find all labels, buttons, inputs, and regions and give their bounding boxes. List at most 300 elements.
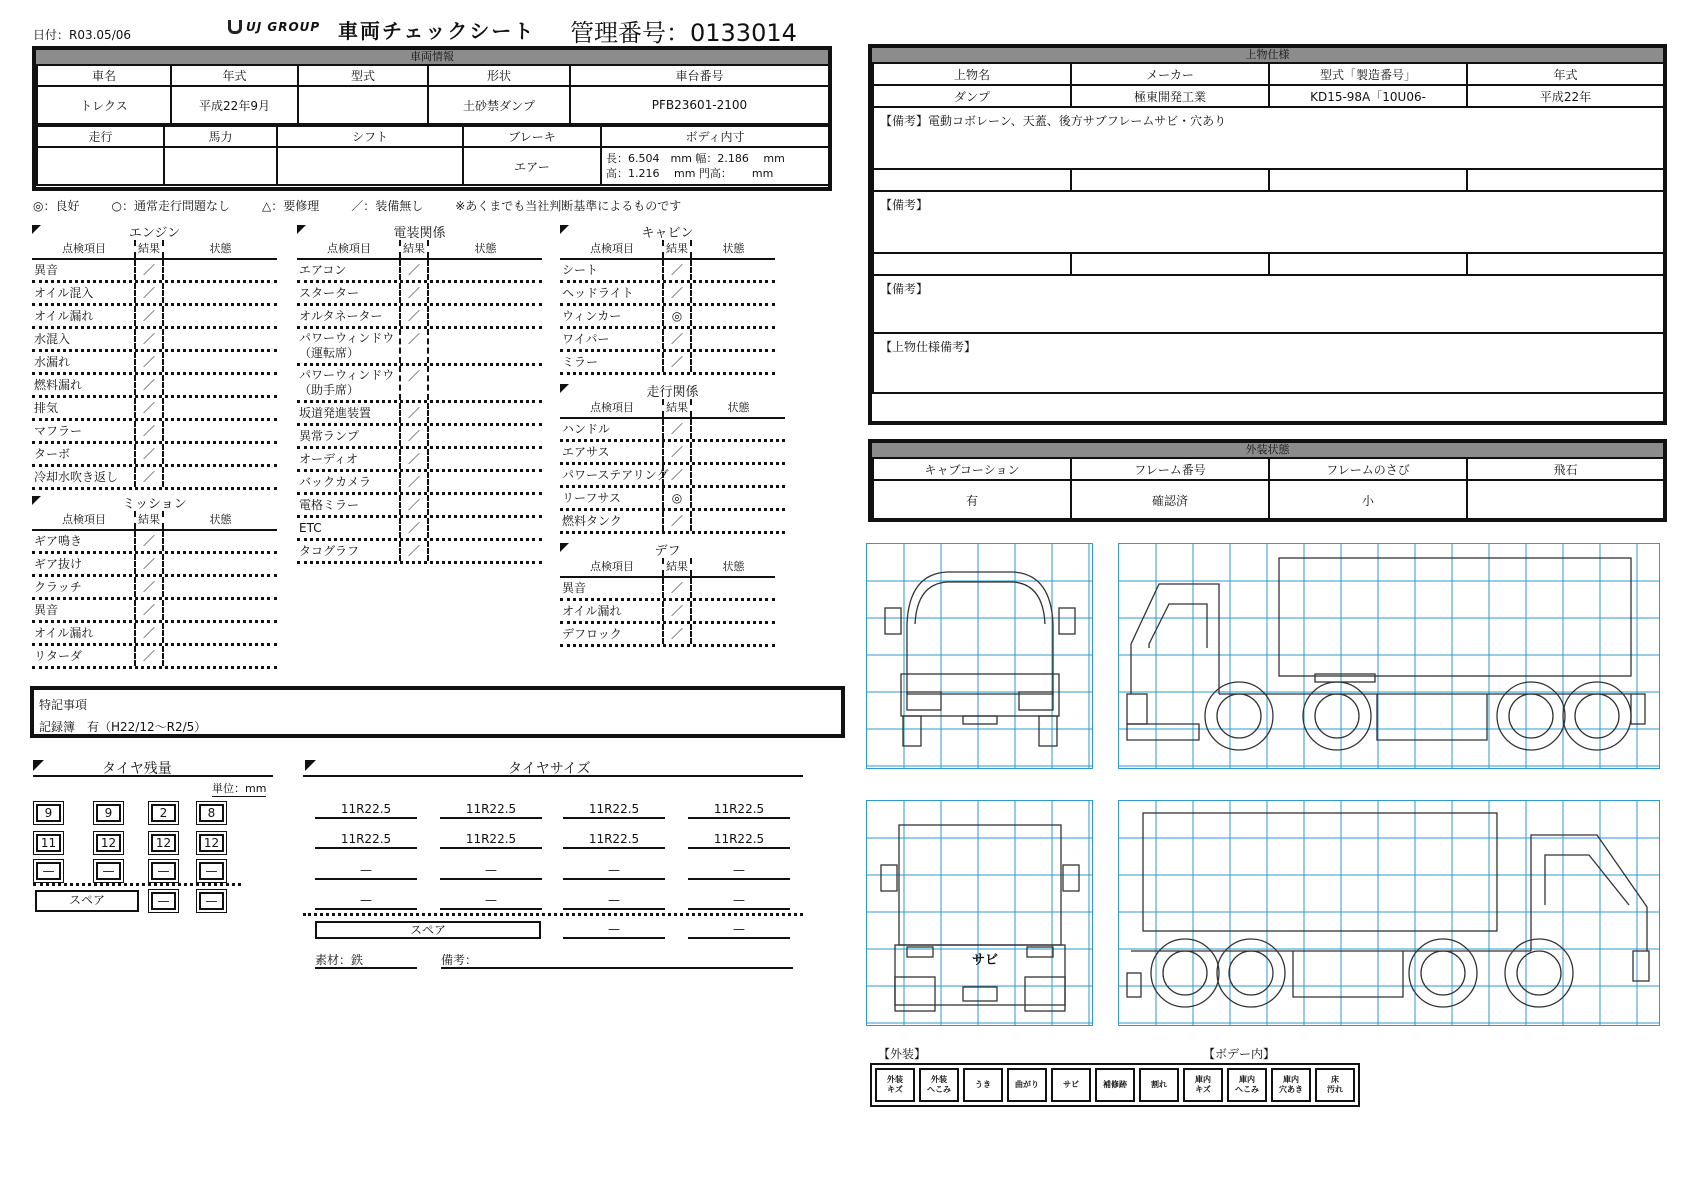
vh-shape-value: 土砂禁ダンプ xyxy=(428,86,570,124)
ext-frame-no-value: 確認済 xyxy=(1071,480,1269,521)
inspection-result: ／ xyxy=(134,421,162,441)
inspection-state xyxy=(162,600,277,620)
vh-shape-header: 形状 xyxy=(428,65,570,86)
inspection-result: ／ xyxy=(399,366,427,400)
damage-type-key: 庫内 キズ xyxy=(1183,1068,1223,1102)
spec-empty-cell xyxy=(1071,253,1269,275)
inspection-row xyxy=(32,600,277,623)
inspection-result: ／ xyxy=(399,495,427,515)
spec-model-value: KD15-98A「10U06- xyxy=(1269,85,1467,107)
damage-type-key: 割れ xyxy=(1139,1068,1179,1102)
damage-type-key: 外装 へこみ xyxy=(919,1068,959,1102)
inspection-item: 水漏れ xyxy=(34,355,71,369)
spec-maker-value: 極東開発工業 xyxy=(1071,85,1269,107)
inspection-item: 電格ミラー xyxy=(299,498,360,512)
inspection-row xyxy=(560,352,775,375)
vh-brake-value: エアー xyxy=(463,147,601,185)
tire-size-value: 11R22.5 xyxy=(440,831,542,849)
tire-size-rule xyxy=(303,775,803,777)
inspection-result: ／ xyxy=(662,352,690,372)
inspection-result: ／ xyxy=(399,403,427,423)
mission-title: ミッション xyxy=(122,497,187,512)
inspection-row xyxy=(297,541,542,564)
inspection-state xyxy=(162,260,277,280)
inspection-row xyxy=(560,624,775,647)
inspection-result: ◎ xyxy=(662,306,690,326)
inspection-row xyxy=(32,283,277,306)
inspection-state xyxy=(162,375,277,395)
tire-remaining-value: 9 xyxy=(36,804,61,822)
rear-view-diagram xyxy=(866,800,1093,1026)
inspection-item: シート xyxy=(562,263,599,277)
result-header: 結果 xyxy=(662,240,690,258)
inspection-state xyxy=(427,518,542,538)
inspection-row xyxy=(32,531,277,554)
inspection-state xyxy=(690,601,775,621)
inspection-state xyxy=(162,329,277,349)
tire-size-title: タイヤサイズ xyxy=(508,761,591,777)
inspection-result: ／ xyxy=(399,541,427,561)
tire-size-value: — xyxy=(563,862,665,880)
inspection-result: ／ xyxy=(662,329,690,349)
spec-empty-cell xyxy=(1269,169,1467,191)
inspection-state xyxy=(690,329,775,349)
inspection-row xyxy=(32,554,277,577)
inspection-item: ワイパー xyxy=(562,332,610,346)
inspection-item: バックカメラ xyxy=(299,475,372,489)
inspection-result: ／ xyxy=(662,511,690,531)
body-spec-panel xyxy=(868,44,1667,425)
inspection-item: エアコン xyxy=(299,263,347,277)
inspection-result: ／ xyxy=(399,426,427,446)
tire-size-value: — xyxy=(440,862,542,880)
vh-name-header: 車名 xyxy=(37,65,171,86)
legend-repair: △：要修理 xyxy=(261,199,320,213)
state-header: 状態 xyxy=(690,240,775,258)
inspection-item: オイル漏れ xyxy=(34,309,94,323)
inspection-state xyxy=(427,403,542,423)
inspection-result: ／ xyxy=(134,283,162,303)
inspection-state xyxy=(427,495,542,515)
inspection-result: ／ xyxy=(134,306,162,326)
inspection-row xyxy=(32,577,277,600)
driving-title-row xyxy=(560,381,785,399)
tire-unit-label: 単位：mm xyxy=(212,782,267,795)
inspection-row xyxy=(32,646,277,669)
tire-size-value: 11R22.5 xyxy=(688,831,790,849)
inspection-result: ／ xyxy=(662,465,690,485)
tire-remarks: 備考： xyxy=(441,951,793,969)
front-view-svg xyxy=(867,544,1092,768)
inspection-item: 冷却水吹き返し xyxy=(34,470,119,484)
inspection-row xyxy=(32,352,277,375)
inspection-row xyxy=(297,403,542,426)
item-header: 点検項目 xyxy=(62,513,106,526)
inspection-state xyxy=(162,577,277,597)
state-header: 状態 xyxy=(162,511,277,529)
inspection-item: 排気 xyxy=(34,401,59,415)
inspection-item: 異音 xyxy=(34,263,59,277)
spare-tire-size: スペア xyxy=(315,921,541,939)
inspection-row xyxy=(560,419,785,442)
vh-mileage-header: 走行 xyxy=(37,126,164,147)
inspection-row xyxy=(560,260,775,283)
mission-title-row xyxy=(32,493,277,511)
inspection-item: オルタネーター xyxy=(299,309,383,323)
tire-size-value: — xyxy=(440,892,542,910)
inspection-result: ／ xyxy=(134,531,162,551)
inspection-item: 燃料タンク xyxy=(562,514,622,528)
inspection-item: パワーウィンドウ（助手席） xyxy=(299,368,395,397)
inspection-row xyxy=(32,623,277,646)
inspection-result: ／ xyxy=(662,601,690,621)
inspection-item: タコグラフ xyxy=(299,544,360,558)
ext-frame-rust-value: 小 xyxy=(1269,480,1467,521)
inspection-item: オイル漏れ xyxy=(34,626,94,640)
tire-size-value: 11R22.5 xyxy=(315,831,417,849)
inspection-row xyxy=(32,467,277,490)
exterior-state-table xyxy=(872,457,1665,522)
inspection-row xyxy=(32,329,277,352)
vh-brake-header: ブレーキ xyxy=(463,126,601,147)
inspection-row xyxy=(560,578,775,601)
inspection-item: リーフサス xyxy=(562,491,621,505)
spec-empty-cell xyxy=(1071,169,1269,191)
tire-size-marker-icon xyxy=(305,760,316,771)
tire-remaining-value: 12 xyxy=(151,834,176,852)
left-side-view-diagram xyxy=(1118,543,1660,769)
ext-stone-header: 飛石 xyxy=(1467,458,1664,480)
inspection-state xyxy=(690,465,785,485)
inspection-state xyxy=(690,511,785,531)
inspection-result: ／ xyxy=(134,352,162,372)
inspection-row xyxy=(32,398,277,421)
vehicle-info-title: 車両情報 xyxy=(36,50,828,64)
inspection-state xyxy=(690,624,775,644)
state-header: 状態 xyxy=(162,240,277,258)
company-logo xyxy=(228,20,320,34)
driving-header-row xyxy=(560,399,785,419)
spec-remark-2: 【備考】 xyxy=(873,191,1664,253)
inspection-row xyxy=(560,283,775,306)
state-header: 状態 xyxy=(427,240,542,258)
ext-caution-header: キャブコーション xyxy=(873,458,1071,480)
cabin-title: キャビン xyxy=(641,226,694,241)
inspection-state xyxy=(162,306,277,326)
damage-type-key: サビ xyxy=(1051,1068,1091,1102)
inspection-item: ウィンカー xyxy=(562,309,622,323)
inspection-state xyxy=(427,426,542,446)
electric-title-row xyxy=(297,222,542,240)
state-header: 状態 xyxy=(690,399,785,417)
inspection-row xyxy=(560,306,775,329)
tire-remaining-value: — xyxy=(96,862,121,880)
state-header: 状態 xyxy=(690,558,775,576)
tire-remaining-value: 11 xyxy=(36,834,61,852)
tire-size-value: 11R22.5 xyxy=(440,801,542,819)
legend-disclaimer: ※あくまでも当社判断基準によるものです xyxy=(455,199,682,213)
inspection-row xyxy=(560,511,785,534)
vh-body-dim-value xyxy=(601,147,829,185)
inspection-result: ／ xyxy=(134,646,162,666)
body-dim-line1: 長：6.504 mm 幅：2.186 mm xyxy=(606,152,785,165)
tire-remaining-marker-icon xyxy=(33,760,44,771)
rating-legend xyxy=(33,197,713,214)
tire-remaining-value: 8 xyxy=(199,804,224,822)
spec-remark-1: 【備考】電動コボレーン、天蓋、後方サブフレームサビ・穴あり xyxy=(873,107,1664,169)
inspection-item: ギア抜け xyxy=(34,557,83,571)
damage-type-key: 床 汚れ xyxy=(1315,1068,1355,1102)
inspection-row xyxy=(297,329,542,366)
inspection-result: ／ xyxy=(399,283,427,303)
inspection-row xyxy=(32,444,277,467)
vehicle-info-table xyxy=(36,64,830,125)
inspection-item: 水混入 xyxy=(34,332,71,346)
inspection-result: ／ xyxy=(134,600,162,620)
inspection-state xyxy=(162,554,277,574)
item-header: 点検項目 xyxy=(590,560,634,573)
tire-remaining-title: タイヤ残量 xyxy=(102,761,172,777)
result-header: 結果 xyxy=(134,240,162,258)
date-label: 日付：R03.05/06 xyxy=(33,28,132,42)
inspection-item: 燃料漏れ xyxy=(34,378,83,392)
inspection-item: リターダ xyxy=(34,649,83,663)
tire-remaining-rule xyxy=(33,775,273,777)
body-dim-line2: 高：1.216 mm 門高： mm xyxy=(606,167,774,180)
spec-empty-cell xyxy=(1467,253,1664,275)
inspection-state xyxy=(162,421,277,441)
spec-year-header: 年式 xyxy=(1467,63,1664,85)
spec-empty-cell xyxy=(1467,169,1664,191)
inspection-result: ／ xyxy=(662,578,690,598)
inspection-result: ／ xyxy=(134,329,162,349)
inspection-item: ギア鳴き xyxy=(34,534,83,548)
spare-remaining-value: — xyxy=(199,892,224,910)
inspection-item: ミラー xyxy=(562,355,599,369)
inspection-result: ／ xyxy=(662,442,690,462)
cabin-title-row xyxy=(560,222,775,240)
inspection-state xyxy=(162,283,277,303)
result-header: 結果 xyxy=(399,240,427,258)
vh-year-value: 平成22年9月 xyxy=(171,86,298,124)
inspection-item: ターボ xyxy=(34,447,71,461)
inspection-item: エアサス xyxy=(562,445,610,459)
vh-mileage-value xyxy=(37,147,164,185)
inspection-state xyxy=(690,352,775,372)
tire-remaining-value: — xyxy=(36,862,61,880)
tire-remaining-value: 12 xyxy=(96,834,121,852)
special-notes-line: 記録簿 有（H22/12～R2/5） xyxy=(39,720,207,734)
inspection-item: スターター xyxy=(299,286,360,300)
inspection-row xyxy=(560,329,775,352)
inspection-state xyxy=(427,449,542,469)
body-spec-title: 上物仕様 xyxy=(872,48,1663,62)
inspection-state xyxy=(427,366,542,400)
inspection-item: オーディオ xyxy=(299,452,359,466)
inspection-result: ／ xyxy=(662,624,690,644)
tire-remaining-value: 9 xyxy=(96,804,121,822)
inspection-row xyxy=(297,426,542,449)
inspection-result: ／ xyxy=(134,260,162,280)
damage-type-key: 補修跡 xyxy=(1095,1068,1135,1102)
engine-title-row xyxy=(32,222,277,240)
cabin-section xyxy=(560,222,775,375)
left-side-view-svg xyxy=(1119,544,1659,768)
inspection-state xyxy=(427,541,542,561)
legend-ok: ○：通常走行問題なし xyxy=(111,199,230,213)
exterior-state-panel xyxy=(868,439,1667,522)
inspection-result: ／ xyxy=(134,577,162,597)
diff-header-row xyxy=(560,558,775,578)
rust-mark: サビ xyxy=(971,953,999,968)
vh-hp-header: 馬力 xyxy=(164,126,277,147)
right-side-view-diagram xyxy=(1118,800,1660,1026)
electric-header-row xyxy=(297,240,542,260)
tire-remaining-value: — xyxy=(199,862,224,880)
right-side-view-svg xyxy=(1119,801,1659,1025)
spec-empty-cell xyxy=(873,253,1071,275)
tire-size-value: — xyxy=(688,862,790,880)
inspection-result: ／ xyxy=(134,375,162,395)
inspection-row xyxy=(297,366,542,403)
damage-exterior-label: 【外装】 xyxy=(878,1047,927,1061)
ext-frame-rust-header: フレームのさび xyxy=(1269,458,1467,480)
inspection-result: ／ xyxy=(662,260,690,280)
vh-model-header: 型式 xyxy=(298,65,428,86)
tire-remaining-value: — xyxy=(151,862,176,880)
tire-size-value: — xyxy=(563,892,665,910)
tire-remaining-divider xyxy=(33,883,241,886)
inspection-row xyxy=(297,518,542,541)
inspection-row xyxy=(297,495,542,518)
vh-year-header: 年式 xyxy=(171,65,298,86)
tire-size-value: — xyxy=(315,892,417,910)
damage-type-key: 庫内 へこみ xyxy=(1227,1068,1267,1102)
tire-size-value: 11R22.5 xyxy=(688,801,790,819)
logo-mark-icon xyxy=(228,20,242,34)
inspection-row xyxy=(32,260,277,283)
inspection-state xyxy=(690,578,775,598)
ext-caution-value: 有 xyxy=(873,480,1071,521)
damage-type-key: うき xyxy=(963,1068,1003,1102)
damage-legend-box xyxy=(870,1063,1360,1107)
inspection-state xyxy=(427,306,542,326)
exterior-state-title: 外装状態 xyxy=(872,443,1663,457)
damage-type-key: 庫内 穴あき xyxy=(1271,1068,1311,1102)
inspection-item: ヘッドライト xyxy=(562,286,634,300)
inspection-row xyxy=(297,472,542,495)
inspection-state xyxy=(427,260,542,280)
vh-shift-header: シフト xyxy=(277,126,463,147)
inspection-row xyxy=(297,260,542,283)
spec-empty-cell xyxy=(1269,253,1467,275)
body-spec-table xyxy=(872,62,1665,394)
inspection-item: パワーステアリング xyxy=(562,468,669,482)
damage-type-key: 曲がり xyxy=(1007,1068,1047,1102)
inspection-state xyxy=(690,419,785,439)
spec-remark-4: 【上物仕様備考】 xyxy=(873,333,1664,393)
electric-section xyxy=(297,222,542,564)
inspection-row xyxy=(32,375,277,398)
inspection-result: ／ xyxy=(399,260,427,280)
diff-title-row xyxy=(560,540,775,558)
result-header: 結果 xyxy=(662,399,690,417)
ext-frame-no-header: フレーム番号 xyxy=(1071,458,1269,480)
vh-chassis-header: 車台番号 xyxy=(570,65,829,86)
inspection-result: ／ xyxy=(662,283,690,303)
inspection-row xyxy=(32,421,277,444)
inspection-item: 異常ランプ xyxy=(299,429,360,443)
mission-section xyxy=(32,493,277,669)
special-notes-box xyxy=(30,686,845,738)
inspection-row xyxy=(560,601,775,624)
diff-title: デフ xyxy=(654,544,681,559)
result-header: 結果 xyxy=(134,511,162,529)
vh-body-dim-header: ボディ内寸 xyxy=(601,126,829,147)
tire-size-value: 11R22.5 xyxy=(563,831,665,849)
driving-section xyxy=(560,381,785,534)
spec-empty-cell xyxy=(873,169,1071,191)
inspection-item: 坂道発進装置 xyxy=(299,406,372,420)
rear-view-svg xyxy=(867,801,1092,1025)
inspection-state xyxy=(162,467,277,487)
inspection-row xyxy=(297,449,542,472)
inspection-row xyxy=(297,306,542,329)
vh-model-value xyxy=(298,86,428,124)
engine-header-row xyxy=(32,240,277,260)
driving-title: 走行関係 xyxy=(646,385,699,400)
inspection-item: 異音 xyxy=(34,603,59,617)
inspection-row xyxy=(560,465,785,488)
inspection-item: オイル混入 xyxy=(34,286,94,300)
inspection-item: ETC xyxy=(299,521,322,535)
inspection-row xyxy=(32,306,277,329)
inspection-item: パワーウィンドウ（運転席） xyxy=(299,331,395,360)
inspection-item: マフラー xyxy=(34,424,83,438)
inspection-result: ／ xyxy=(399,518,427,538)
inspection-state xyxy=(690,442,785,462)
tire-size-value: 11R22.5 xyxy=(315,801,417,819)
legend-good: ◎：良好 xyxy=(33,199,80,213)
inspection-result: ／ xyxy=(134,623,162,643)
vehicle-info-table-2 xyxy=(36,125,830,186)
inspection-state xyxy=(162,444,277,464)
inspection-result: ／ xyxy=(662,419,690,439)
vh-shift-value xyxy=(277,147,463,185)
inspection-state xyxy=(162,398,277,418)
management-number: 管理番号：0133014 xyxy=(570,19,797,47)
legend-none: ／：装備無し xyxy=(351,199,424,213)
tire-size-value: — xyxy=(688,892,790,910)
spec-maker-header: メーカー xyxy=(1071,63,1269,85)
inspection-item: デフロック xyxy=(562,627,622,641)
damage-type-key: 外装 キズ xyxy=(875,1068,915,1102)
inspection-state xyxy=(690,283,775,303)
item-header: 点検項目 xyxy=(590,242,634,255)
inspection-state xyxy=(427,283,542,303)
inspection-state xyxy=(690,306,775,326)
mission-header-row xyxy=(32,511,277,531)
item-header: 点検項目 xyxy=(62,242,106,255)
inspection-state xyxy=(427,472,542,492)
inspection-result: ／ xyxy=(399,472,427,492)
damage-body-label: 【ボデー内】 xyxy=(1203,1047,1276,1061)
damage-legend-labels xyxy=(878,1045,1275,1062)
tire-size-value: 11R22.5 xyxy=(563,801,665,819)
inspection-row xyxy=(560,442,785,465)
vh-hp-value xyxy=(164,147,277,185)
engine-title: エンジン xyxy=(128,226,181,241)
